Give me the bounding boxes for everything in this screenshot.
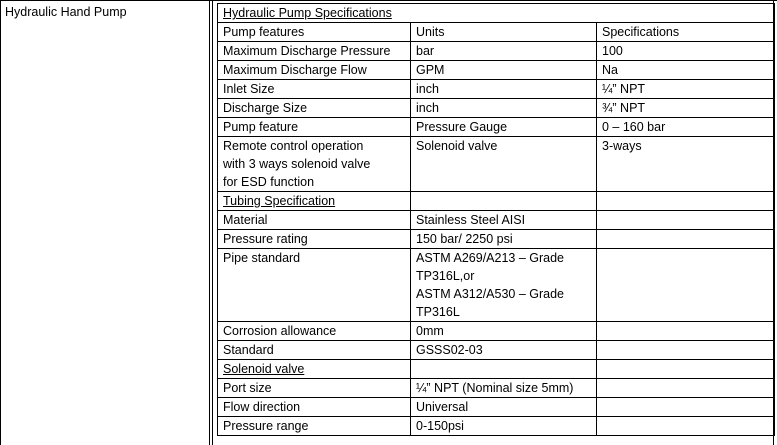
unit-cell: 150 bar/ 2250 psi xyxy=(411,230,597,249)
tubing-section-heading: Tubing Specification xyxy=(218,192,411,211)
unit-cell: Universal xyxy=(411,398,597,417)
column-header: Units xyxy=(411,23,597,42)
unit-cell: bar xyxy=(411,42,597,61)
table-row xyxy=(218,322,775,341)
feature-cell: Maximum Discharge Pressure xyxy=(218,42,411,61)
feature-cell: Pump feature xyxy=(218,118,411,137)
feature-cell: Port size xyxy=(218,379,411,398)
unit-line: TP316L xyxy=(416,305,460,319)
unit-cell: GSSS02-03 xyxy=(411,341,597,360)
column-header-row xyxy=(218,23,775,42)
feature-cell xyxy=(218,137,411,192)
table-row xyxy=(218,137,775,192)
table-row xyxy=(218,42,775,61)
table-row xyxy=(218,61,775,80)
feature-line: Remote control operation xyxy=(223,139,364,153)
unit-line: ASTM A269/A213 – Grade xyxy=(416,251,565,265)
solenoid-section-heading: Solenoid valve xyxy=(218,360,411,379)
equipment-name: Hydraulic Hand Pump xyxy=(5,5,127,19)
spec-cell: Na xyxy=(597,61,775,80)
spec-cell xyxy=(597,322,775,341)
spec-cell xyxy=(597,249,775,322)
column-header: Pump features xyxy=(218,23,411,42)
feature-cell: Corrosion allowance xyxy=(218,322,411,341)
unit-cell: ¼” NPT (Nominal size 5mm) xyxy=(411,379,597,398)
empty-cell xyxy=(597,360,775,379)
feature-line: for ESD function xyxy=(223,175,315,189)
spec-cell: ¼” NPT xyxy=(597,80,775,99)
feature-cell: Flow direction xyxy=(218,398,411,417)
unit-cell: 0mm xyxy=(411,322,597,341)
feature-cell: Pressure rating xyxy=(218,230,411,249)
table-row xyxy=(218,230,775,249)
table-row xyxy=(218,80,775,99)
pump-section-heading: Hydraulic Pump Specifications xyxy=(218,4,775,23)
unit-line: ASTM A312/A530 – Grade xyxy=(416,287,565,301)
left-column xyxy=(0,0,210,445)
tubing-heading-row xyxy=(218,192,775,211)
empty-cell xyxy=(411,192,597,211)
feature-cell: Material xyxy=(218,211,411,230)
unit-cell: GPM xyxy=(411,61,597,80)
table-row xyxy=(218,417,775,436)
feature-cell: Inlet Size xyxy=(218,80,411,99)
empty-cell xyxy=(597,192,775,211)
pump-heading-row xyxy=(218,4,775,23)
feature-cell: Pressure range xyxy=(218,417,411,436)
table-row xyxy=(218,379,775,398)
spec-table xyxy=(217,3,775,436)
empty-cell xyxy=(411,360,597,379)
feature-cell: Standard xyxy=(218,341,411,360)
spec-cell: 0 – 160 bar xyxy=(597,118,775,137)
column-divider xyxy=(212,0,213,445)
feature-line: with 3 ways solenoid valve xyxy=(223,157,371,171)
table-row xyxy=(218,118,775,137)
unit-cell: 0-150psi xyxy=(411,417,597,436)
unit-cell: Pressure Gauge xyxy=(411,118,597,137)
unit-cell: inch xyxy=(411,80,597,99)
unit-cell: Stainless Steel AISI xyxy=(411,211,597,230)
spec-cell: 3-ways xyxy=(597,137,775,192)
feature-cell: Pipe standard xyxy=(218,249,411,322)
unit-cell xyxy=(411,249,597,322)
table-row xyxy=(218,249,775,322)
spec-cell: 100 xyxy=(597,42,775,61)
spec-cell xyxy=(597,341,775,360)
table-row xyxy=(218,398,775,417)
solenoid-heading-row xyxy=(218,360,775,379)
table-row xyxy=(218,99,775,118)
feature-cell: Discharge Size xyxy=(218,99,411,118)
unit-cell: inch xyxy=(411,99,597,118)
spec-cell xyxy=(597,398,775,417)
spec-cell xyxy=(597,211,775,230)
table-row xyxy=(218,341,775,360)
spec-cell xyxy=(597,230,775,249)
spec-cell xyxy=(597,379,775,398)
spec-cell: ¾” NPT xyxy=(597,99,775,118)
column-header: Specifications xyxy=(597,23,775,42)
unit-cell: Solenoid valve xyxy=(411,137,597,192)
feature-cell: Maximum Discharge Flow xyxy=(218,61,411,80)
spec-cell xyxy=(597,417,775,436)
unit-line: TP316L,or xyxy=(416,269,475,283)
table-row xyxy=(218,211,775,230)
